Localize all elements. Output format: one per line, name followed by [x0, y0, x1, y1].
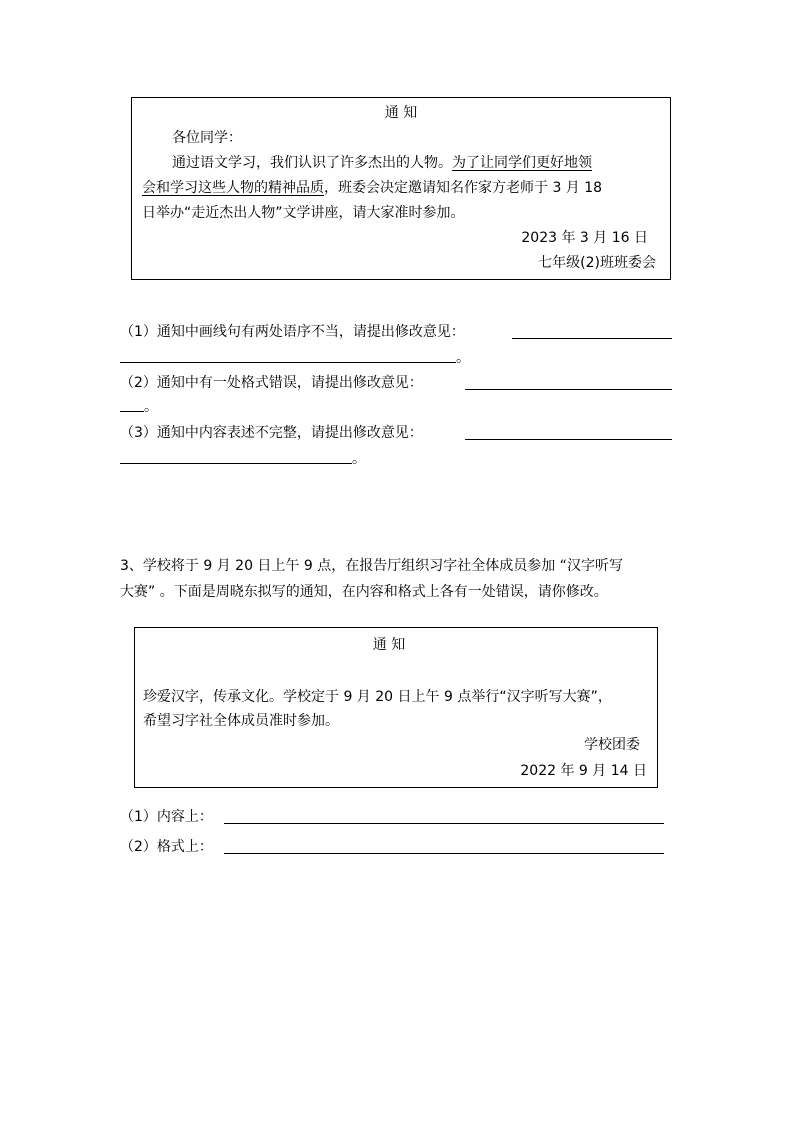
answer-line-1-3a[interactable]	[465, 439, 672, 440]
notice-1-body-line1	[172, 154, 592, 172]
answer-line-2-1[interactable]	[224, 823, 664, 824]
notice-1-body-line2-plain: ，班委会决定邀请知名作家方老师于 3 月 18	[324, 180, 603, 196]
problem-3-line1: 3、学校将于 9 月 20 日上午 9 点，在报告厅组织习字社全体成员参加 “汉字听写	[120, 558, 623, 574]
problem-3-line2: 大赛” 。下面是周晓东拟写的通知，在内容和格式上各有一处错误，请你修改。	[120, 584, 608, 600]
answer-line-1-3b[interactable]	[120, 463, 352, 464]
answer-line-1-1a[interactable]	[512, 338, 672, 339]
notice-1-underlined-sentence-part1: 为了让同学们更好地领	[452, 155, 592, 171]
notice-1-title: 通 知	[384, 105, 418, 121]
question-1-1: （1）通知中画线句有两处语序不当，请提出修改意见：	[120, 324, 465, 340]
notice-2-signature: 学校团委	[584, 737, 640, 753]
question-2-1: （1）内容上：	[120, 809, 213, 825]
question-2-2: （2）格式上：	[120, 839, 213, 855]
notice-1-body-line3: 日举办“走近杰出人物”文学讲座，请大家准时参加。	[142, 205, 465, 221]
notice-2-title: 通 知	[372, 637, 406, 653]
notice-1-date: 2023 年 3 月 16 日	[521, 230, 648, 246]
notice-2-date: 2022 年 9 月 14 日	[520, 763, 647, 779]
notice-2-body-line1: 珍爱汉字，传承文化。学校定于 9 月 20 日上午 9 点举行“汉字听写大赛”，	[143, 689, 612, 705]
question-1-2: （2）通知中有一处格式错误，请提出修改意见：	[120, 375, 423, 391]
answer-line-1-1b[interactable]	[120, 362, 456, 363]
question-1-3: （3）通知中内容表述不完整，请提出修改意见：	[120, 425, 423, 441]
answer-line-1-2b[interactable]	[120, 411, 144, 412]
notice-1-body-line1-plain: 通过语文学习，我们认识了许多杰出的人物。	[172, 155, 452, 171]
end-mark-1-1: 。	[456, 350, 470, 366]
notice-1-signature: 七年级(2)班班委会	[538, 255, 656, 271]
notice-1-body-line2	[142, 179, 602, 197]
notice-2-body-line2: 希望习字社全体成员准时参加。	[143, 713, 339, 729]
notice-1-underlined-sentence-part2: 会和学习这些人物的精神品质	[142, 180, 324, 196]
answer-line-1-2a[interactable]	[465, 389, 672, 390]
notice-1-salutation: 各位同学：	[172, 130, 242, 146]
end-mark-1-3: 。	[352, 451, 366, 467]
end-mark-1-2: 。	[144, 399, 158, 415]
answer-line-2-2[interactable]	[224, 853, 664, 854]
